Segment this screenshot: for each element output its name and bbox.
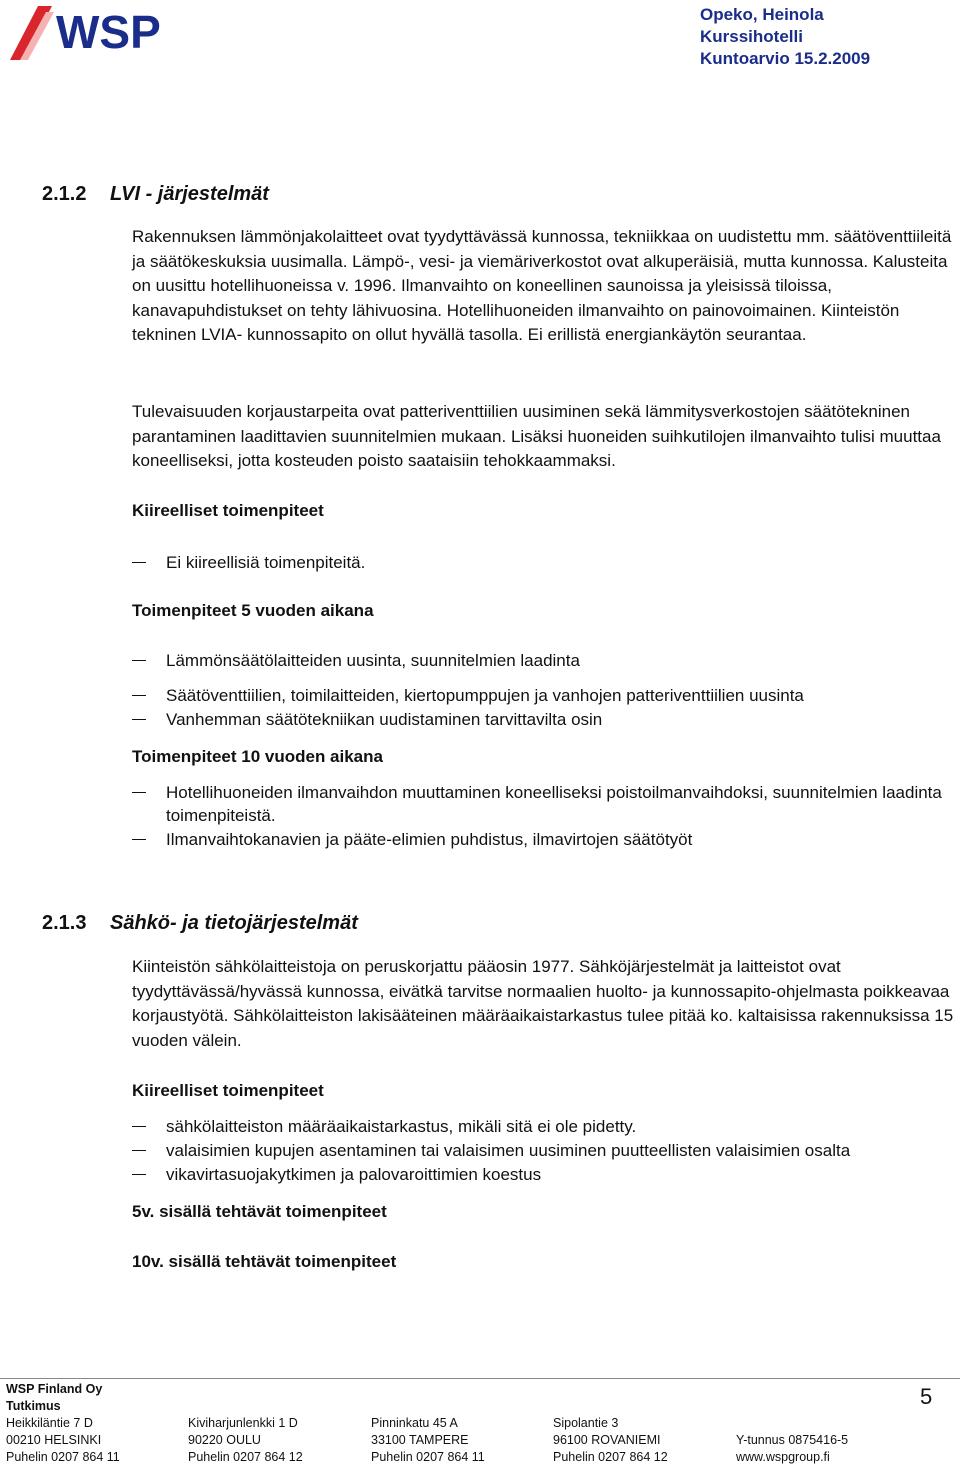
section-heading-electric: [42, 912, 358, 935]
logo-text: WSP: [56, 6, 161, 58]
footer-office: Heikkiläntie 7 D 00210 HELSINKI Puhelin 0207 864 11: [6, 1416, 120, 1464]
dash-bullet: [132, 695, 146, 696]
dash-bullet: [132, 839, 146, 840]
dash-bullet: [132, 1126, 146, 1127]
list-item: sähkölaitteiston määräaikaistarkastus, mikäli sitä ei ole pidetty.: [132, 1115, 954, 1138]
list-item: Ei kiireellisiä toimenpiteitä.: [132, 551, 954, 574]
dash-bullet: [132, 660, 146, 661]
footer-corporate: [736, 1432, 848, 1466]
list-item: vikavirtasuojakytkimen ja palovaroittimien koestus: [132, 1163, 954, 1186]
electric-ten-year-heading: 10v. sisällä tehtävät toimenpiteet: [132, 1252, 397, 1271]
section-title: LVI - järjestelmät: [110, 183, 269, 205]
footer-office: Sipolantie 3 96100 ROVANIEMI Puhelin 0207 864 12: [553, 1416, 668, 1464]
section-number: 2.1.3: [42, 912, 87, 934]
footer-divider: [0, 1378, 960, 1379]
list-item: Lämmönsäätölaitteiden uusinta, suunnitelmien laadinta: [132, 649, 954, 672]
dash-bullet: [132, 562, 146, 563]
footer-company: [6, 1381, 102, 1415]
footer-office: Pinninkatu 45 A 33100 TAMPERE Puhelin 0207 864 11: [371, 1416, 485, 1464]
header-line-site: Kurssihotelli: [700, 27, 803, 46]
footer-office: Kiviharjunlenkki 1 D 90220 OULU Puhelin 0207 864 12: [188, 1416, 303, 1464]
page-number: 5: [920, 1384, 933, 1409]
lvi-paragraph-1: Rakennuksen lämmönjakolaitteet ovat tyydyttävässä kunnossa, tekniikkaa on uudistettu mm. säätöventtiileitä ja säätökeskuksia uusimalla. Lämpö-, vesi- ja viemäriverkostot ovat alkuperäisiä, mutta kunnossa. Kalusteita on uusittu hotellihuoneissa v. 1996. Ilmanvaihto on koneellinen saunoissa ja yleisissä tiloissa, kanavapuhdistukset on tehty lähivuosina. Hotellihuoneiden ilmanvaihto on painovoimainen. Kiinteistön tekninen LVIA- kunnossapito on ollut hyvällä tasolla. Ei erillistä energiankäytön seurantaa.: [132, 227, 952, 344]
list-item: Säätöventtiilien, toimilaitteiden, kiertopumppujen ja vanhojen patteriventtiilien uusinta: [132, 684, 954, 707]
business-id: Y-tunnus 0875416-5: [736, 1433, 849, 1447]
list-item: Ilmanvaihtokanavien ja pääte-elimien puhdistus, ilmavirtojen säätötyöt: [132, 828, 954, 851]
lvi-urgent-heading: Kiireelliset toimenpiteet: [132, 501, 324, 520]
list-item: valaisimien kupujen asentaminen tai valaisimen uusiminen puutteellisten valaisimien osalta: [132, 1139, 954, 1162]
header-line-client: Opeko, Heinola: [700, 5, 824, 24]
dash-bullet: [132, 1174, 146, 1175]
company-name: WSP Finland Oy: [6, 1382, 103, 1396]
dash-bullet: [132, 1150, 146, 1151]
header-line-report: Kuntoarvio 15.2.2009: [700, 49, 871, 68]
section-title: Sähkö- ja tietojärjestelmät: [110, 912, 358, 934]
section-number: 2.1.2: [42, 183, 87, 205]
dash-bullet: [132, 719, 146, 720]
section-heading-lvi: [42, 183, 269, 206]
lvi-ten-year-heading: Toimenpiteet 10 vuoden aikana: [132, 747, 383, 766]
electric-paragraph-1: Kiinteistön sähkölaitteistoja on peruskorjattu pääosin 1977. Sähköjärjestelmät ja laitteistot ovat tyydyttävässä/hyvässä kunnossa, eivätkä tarvitse normaalien huolto- ja kunnossapito-ohjelmasta poikkeavaa korjaustyötä. Sähkölaitteiston lakisääteinen määräaikaistarkastus tulee pitää ko. kaltaisissa rakennuksissa 15 vuoden välein.: [132, 957, 954, 1050]
electric-urgent-heading: Kiireelliset toimenpiteet: [132, 1081, 324, 1100]
list-item: Vanhemman säätötekniikan uudistaminen tarvittavilta osin: [132, 708, 954, 731]
lvi-five-year-heading: Toimenpiteet 5 vuoden aikana: [132, 601, 374, 620]
header-info: [700, 4, 870, 70]
lvi-paragraph-2: Tulevaisuuden korjaustarpeita ovat patteriventtiilien uusiminen sekä lämmitysverkostojen säätötekninen parantaminen laadittavien suunnitelmien mukaan. Lisäksi huoneiden suihkutilojen ilmanvaihto tulisi muuttaa koneelliseksi, jotta kosteuden poisto saataisiin tehokkaammaksi.: [132, 402, 941, 470]
wsp-logo: [8, 4, 208, 62]
company-division: Tutkimus: [6, 1399, 61, 1413]
list-item: Hotellihuoneiden ilmanvaihdon muuttaminen koneelliseksi poistoilmanvaihdoksi, suunnitelmien laadinta toimenpiteistä.: [132, 781, 942, 827]
dash-bullet: [132, 792, 146, 793]
electric-five-year-heading: 5v. sisällä tehtävät toimenpiteet: [132, 1202, 387, 1221]
website-link[interactable]: www.wspgroup.fi: [736, 1450, 830, 1464]
